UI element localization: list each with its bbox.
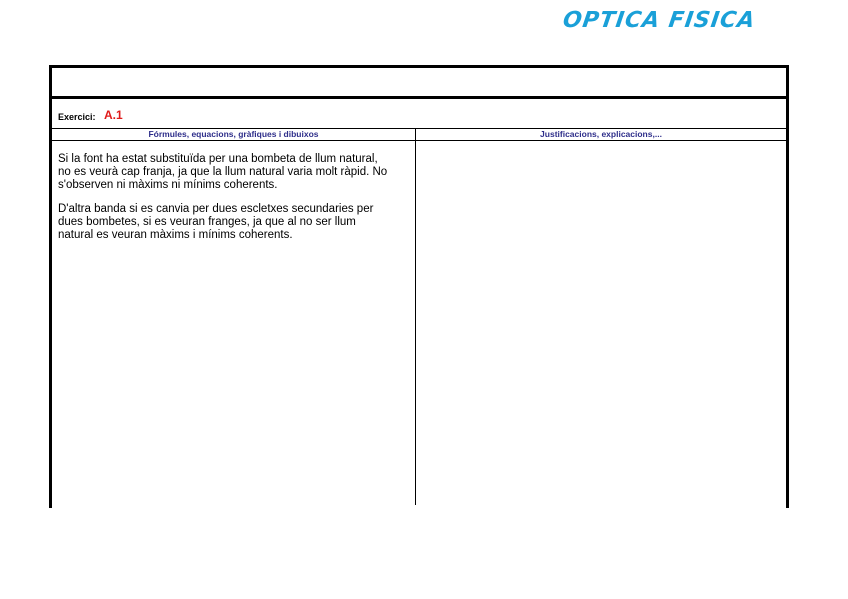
optica-fisica-logo: OPTICA FISICA xyxy=(561,8,758,33)
answer-line: no es veurà cap franja, ja que la llum natural varia molt ràpid. No xyxy=(58,166,388,178)
column-header-row xyxy=(52,129,786,141)
answer-paragraph-2 xyxy=(58,203,415,242)
answer-line: dues bombetes, si es veuran franges, ja que al no ser llum xyxy=(58,216,356,228)
answer-body-row xyxy=(52,141,786,505)
formulas-column-header: Fórmules, equacions, gràfiques i dibuixos xyxy=(52,129,416,140)
formulas-column xyxy=(52,141,416,505)
exercise-row xyxy=(52,99,786,129)
exercise-sheet xyxy=(49,65,789,508)
justifications-column xyxy=(416,141,786,505)
answer-line: natural es veuran màxims i mínims coherents. xyxy=(58,229,293,241)
answer-paragraph-1 xyxy=(58,153,415,192)
answer-line: D'altra banda si es canvia per dues escletxes secundaries per xyxy=(58,203,374,215)
exercise-code: A.1 xyxy=(104,108,123,122)
answer-line: Si la font ha estat substituïda per una bombeta de llum natural, xyxy=(58,153,378,165)
exercise-label: Exercici: xyxy=(58,112,96,122)
sheet-title-row xyxy=(52,68,786,99)
answer-line: s'observen ni màxims ni mínims coherents. xyxy=(58,179,278,191)
justifications-column-header: Justificacions, explicacions,... xyxy=(540,129,662,139)
